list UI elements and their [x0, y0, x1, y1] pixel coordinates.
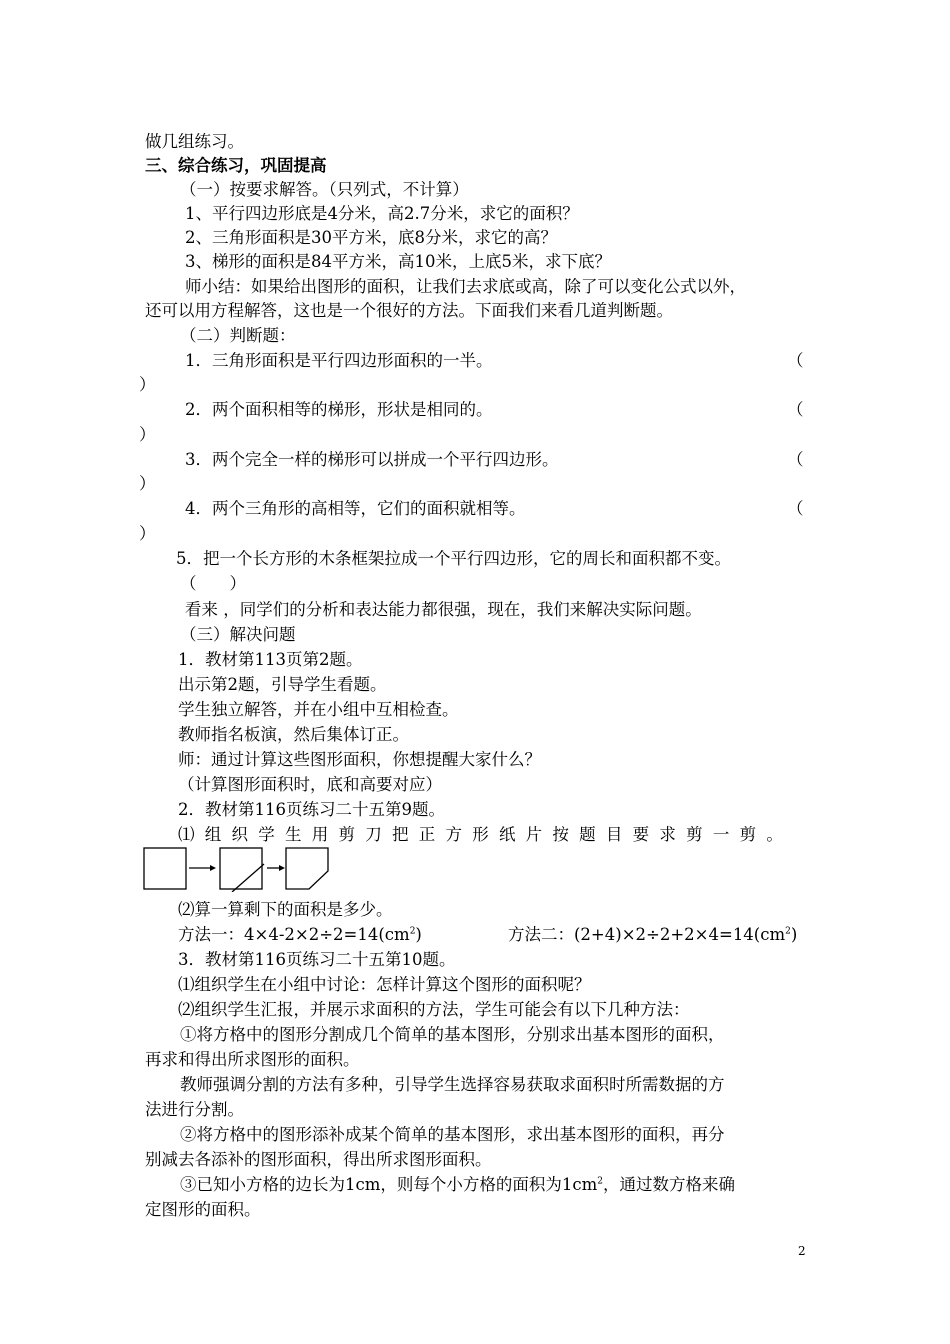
problem-3: 3．教材第116页练习二十五第10题。: [178, 950, 456, 969]
problem-1-step: 师：通过计算这些图形面积，你想提醒大家什么？: [178, 750, 541, 769]
cut-square-diagram: [140, 846, 340, 892]
method-3-line-2: 定图形的面积。: [145, 1200, 261, 1219]
arrow-head-icon: [210, 865, 216, 871]
summary-line-2: 还可以用方程解答，这也是一个很好的方法。下面我们来看几道判断题。: [145, 301, 673, 320]
square-with-cut: [220, 848, 262, 889]
full-square: [144, 848, 186, 889]
method-2-line-2: 别减去各添补的图形面积，得出所求图形面积。: [145, 1150, 492, 1169]
transition-text: 看来 ，同学们的分析和表达能力都很强，现在，我们来解决实际问题。: [185, 600, 702, 619]
method-1-note-2: 法进行分割。: [145, 1100, 244, 1119]
intro-line: 做几组练习。: [145, 132, 244, 151]
judge-item-2: 2．两个面积相等的梯形，形状是相同的。: [185, 400, 493, 419]
problem-3-step-1: ⑴组织学生在小组中讨论：怎样计算这个图形的面积呢？: [178, 975, 591, 994]
problem-2: 2．教材第116页练习二十五第9题。: [178, 800, 445, 819]
problem-2-step-1: ⑴ 组 织 学 生 用 剪 刀 把 正 方 形 纸 片 按 题 目 要 求 剪 一 剪 。: [178, 825, 786, 844]
problem-1-step: 教师指名板演，然后集体订正。: [178, 725, 409, 744]
judge-item-1: 1．三角形面积是平行四边形面积的一半。: [185, 351, 493, 370]
close-paren: ）: [139, 375, 156, 394]
part1-q2: 2、三角形面积是30平方米，底8分米，求它的高？: [185, 228, 557, 247]
part1-q1: 1、平行四边形底是4分米，高2.7分米，求它的面积？: [185, 204, 579, 223]
open-paren: （: [787, 499, 804, 518]
problem-1-step: 学生独立解答，并在小组中互相检查。: [178, 700, 459, 719]
part1-title: （一）按要求解答。（只列式，不计算）: [180, 180, 469, 199]
open-paren: （: [787, 400, 804, 419]
arrow-head-icon: [279, 865, 285, 871]
close-paren: ）: [139, 474, 156, 493]
problem-1-step: （计算图形面积时，底和高要对应）: [178, 775, 442, 794]
open-paren: （: [787, 450, 804, 469]
problem-3-step-2: ⑵组织学生汇报，并展示求面积的方法，学生可能会有以下几种方法：: [178, 1000, 690, 1019]
problem-1-step: 出示第2题，引导学生看题。: [178, 675, 387, 694]
method-1-line-1: ①将方格中的图形分割成几个简单的基本图形，分别求出基本图形的面积，: [180, 1025, 725, 1044]
method-2-line-1: ②将方格中的图形添补成某个简单的基本图形，求出基本图形的面积，再分: [180, 1125, 725, 1144]
method-one: 方法一：$4\times 4-2\times 2\div 2=14(cm^2)$: [178, 925, 422, 944]
cut-line: [232, 864, 264, 892]
cut-result-shape: [286, 848, 328, 889]
problem-1: 1．教材第113页第2题。: [178, 650, 363, 669]
judge-item-4: 4．两个三角形的高相等，它们的面积就相等。: [185, 499, 526, 518]
close-paren: ）: [139, 524, 156, 543]
part2-title: （二）判断题：: [180, 326, 296, 345]
judge-item-5: 5．把一个长方形的木条框架拉成一个平行四边形，它的周长和面积都不变。: [176, 549, 731, 568]
problem-2-step-2: ⑵算一算剩下的面积是多少。: [178, 900, 393, 919]
part1-q3: 3、梯形的面积是84平方米，高10米，上底5米，求下底？: [185, 252, 611, 271]
summary-line-1: 师小结：如果给出图形的面积，让我们去求底或高，除了可以变化公式以外，: [185, 277, 746, 296]
answer-paren-pair: （ ）: [180, 574, 246, 593]
page-number: 2: [798, 1244, 806, 1258]
judge-item-3: 3．两个完全一样的梯形可以拼成一个平行四边形。: [185, 450, 559, 469]
method-1-line-2: 再求和得出所求图形的面积。: [145, 1050, 360, 1069]
part3-title: （三）解决问题: [180, 625, 296, 644]
method-1-note-1: 教师强调分割的方法有多种，引导学生选择容易获取求面积时所需数据的方: [180, 1075, 725, 1094]
close-paren: ）: [139, 425, 156, 444]
method-two: 方法二：$(2+4)\times 2\div 2+2\times 4=14(cm^2)$: [508, 925, 798, 944]
section-heading: 三、综合练习，巩固提高: [145, 156, 327, 175]
method-3-line-1: ③已知小方格的边长为1cm，则每个小方格的面积为$1cm^2$，通过数方格来确: [180, 1175, 736, 1194]
open-paren: （: [787, 351, 804, 370]
